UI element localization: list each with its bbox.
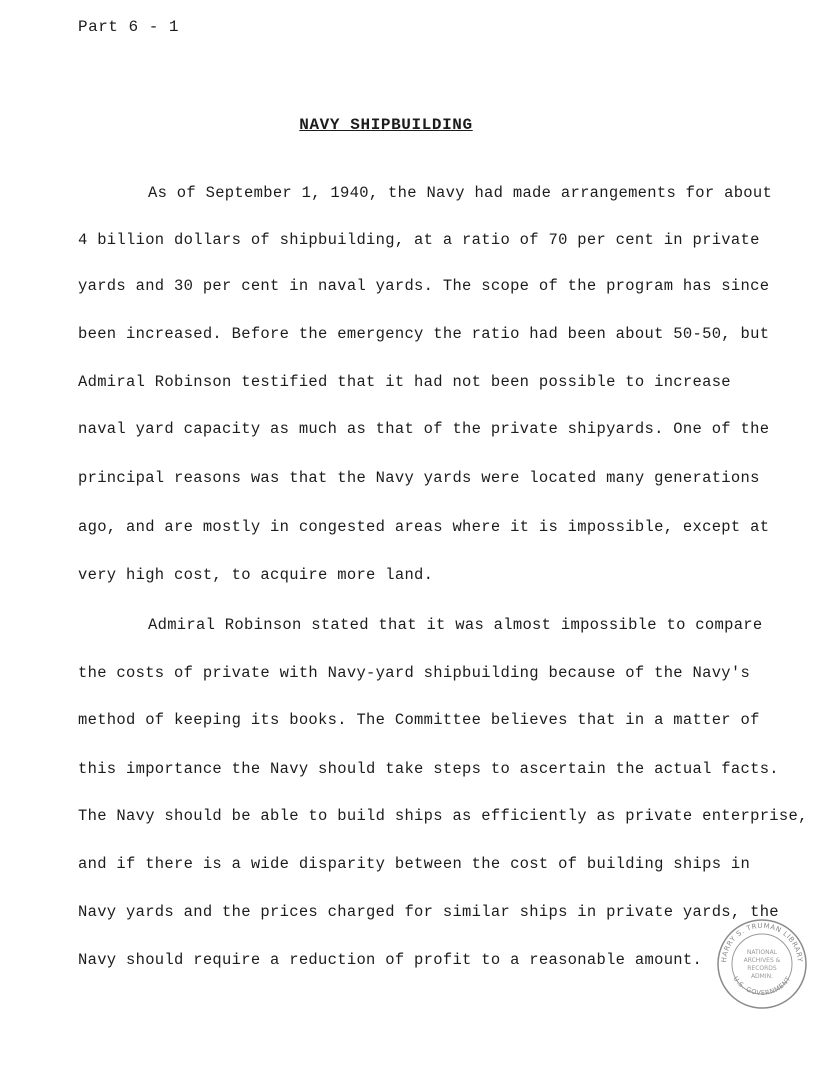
part-label: Part 6 - 1 xyxy=(78,18,180,36)
text-line: ago, and are mostly in congested areas where it is impossible, except at xyxy=(78,518,770,536)
page-title: NAVY SHIPBUILDING xyxy=(299,116,473,134)
text-line: method of keeping its books. The Committee believes that in a matter of xyxy=(78,711,760,729)
text-line: The Navy should be able to build ships as efficiently as private enterprise, xyxy=(78,807,808,825)
text-line: Navy should require a reduction of profit to a reasonable amount. xyxy=(78,951,703,969)
stamp-center-line: ARCHIVES & xyxy=(743,957,781,964)
text-line: this importance the Navy should take steps to ascertain the actual facts. xyxy=(78,760,779,778)
text-line: been increased. Before the emergency the ratio had been about 50-50, but xyxy=(78,325,770,343)
text-line: 4 billion dollars of shipbuilding, at a ratio of 70 per cent in private xyxy=(78,231,760,249)
stamp-center-line: NATIONAL xyxy=(746,949,778,956)
stamp-center-line: ADMIN. xyxy=(750,973,774,980)
text-line: naval yard capacity as much as that of the private shipyards. One of the xyxy=(78,420,770,438)
archive-stamp xyxy=(716,918,808,1010)
stamp-center-line: RECORDS xyxy=(747,965,777,972)
text-line: Admiral Robinson stated that it was almost impossible to compare xyxy=(148,616,763,634)
text-line: very high cost, to acquire more land. xyxy=(78,566,434,584)
text-line: Admiral Robinson testified that it had not been possible to increase xyxy=(78,373,731,391)
text-line: Navy yards and the prices charged for similar ships in private yards, the xyxy=(78,903,779,921)
text-line: and if there is a wide disparity between the cost of building ships in xyxy=(78,855,751,873)
text-line: the costs of private with Navy-yard shipbuilding because of the Navy's xyxy=(78,664,751,682)
text-line: As of September 1, 1940, the Navy had made arrangements for about xyxy=(148,184,773,202)
text-line: yards and 30 per cent in naval yards. The scope of the program has since xyxy=(78,277,770,295)
stamp-ring-text: HARRY S. TRUMAN LIBRARY xyxy=(719,921,805,963)
stamp-bottom-text: U.S. GOVERNMENT xyxy=(731,974,793,998)
text-line: principal reasons was that the Navy yards were located many generations xyxy=(78,469,760,487)
